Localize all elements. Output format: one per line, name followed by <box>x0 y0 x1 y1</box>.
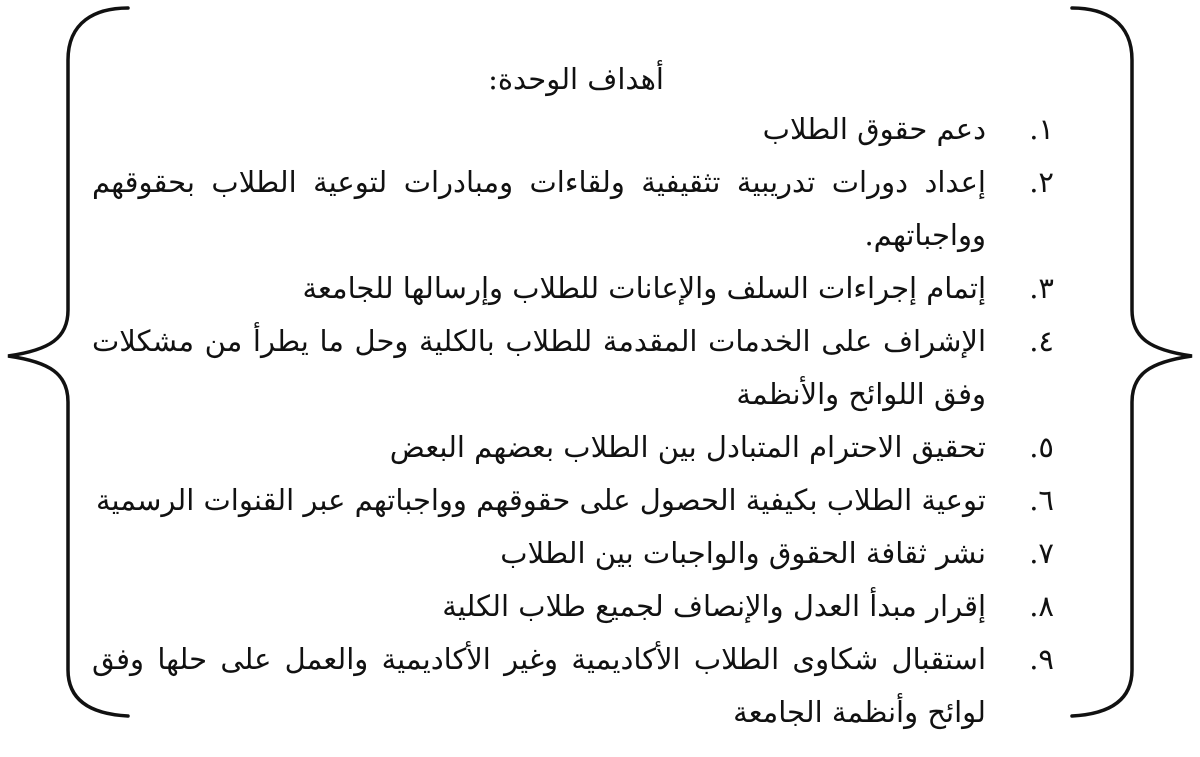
goal-number: ٦. <box>1029 483 1054 517</box>
goal-item-4 <box>92 315 1054 421</box>
goal-text: استقبال شكاوى الطلاب الأكاديمية وغير الأكاديمية والعمل على حلها وفق لوائح وأنظمة الجامعة <box>92 642 986 729</box>
goal-text: نشر ثقافة الحقوق والواجبات بين الطلاب <box>500 536 986 570</box>
goal-text: دعم حقوق الطلاب <box>762 112 986 146</box>
goal-text: الإشراف على الخدمات المقدمة للطلاب بالكلية وحل ما يطرأ من مشكلات وفق اللوائح والأنظمة <box>92 324 986 411</box>
goal-text: إعداد دورات تدريبية تثقيفية ولقاءات ومبادرات لتوعية الطلاب بحقوقهم وواجباتهم. <box>92 165 986 252</box>
goal-text: توعية الطلاب بكيفية الحصول على حقوقهم وواجباتهم عبر القنوات الرسمية <box>96 483 986 517</box>
goal-number: ٧. <box>1029 536 1054 570</box>
goal-text: تحقيق الاحترام المتبادل بين الطلاب بعضهم البعض <box>389 430 986 464</box>
unit-goals-section <box>92 55 1054 739</box>
goal-number: ٨. <box>1029 589 1054 623</box>
goal-item-1 <box>92 103 1054 156</box>
right-brace <box>1072 8 1192 716</box>
goal-number: ١. <box>1029 112 1054 146</box>
goal-item-9 <box>92 633 1054 739</box>
goal-number: ٩. <box>1029 642 1054 676</box>
goal-text: إقرار مبدأ العدل والإنصاف لجميع طلاب الكلية <box>442 589 986 623</box>
section-title: أهداف الوحدة: <box>488 62 664 96</box>
goal-item-3 <box>92 262 1054 315</box>
goal-item-2 <box>92 156 1054 262</box>
goals-list <box>92 103 1054 739</box>
goal-item-6 <box>92 474 1054 527</box>
goal-item-7 <box>92 527 1054 580</box>
goal-text: إتمام إجراءات السلف والإعانات للطلاب وإرسالها للجامعة <box>302 271 986 305</box>
goal-number: ٥. <box>1029 430 1054 464</box>
goal-number: ٤. <box>1029 324 1054 358</box>
goal-item-5 <box>92 421 1054 474</box>
goal-number: ٣. <box>1029 271 1054 305</box>
goal-number: ٢. <box>1029 165 1054 199</box>
goal-item-8 <box>92 580 1054 633</box>
